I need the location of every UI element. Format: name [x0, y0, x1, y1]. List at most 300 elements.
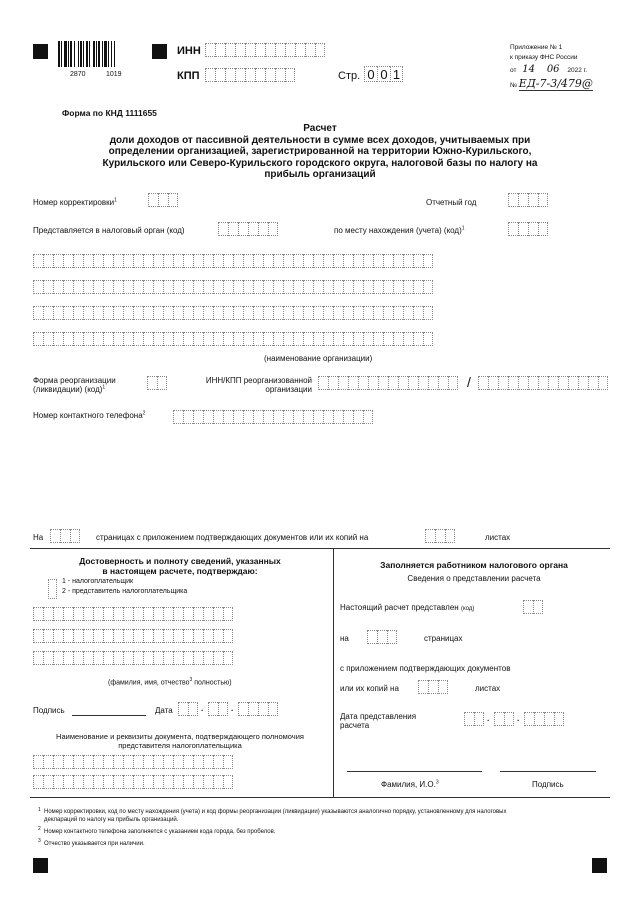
- char-cell[interactable]: [275, 43, 285, 57]
- char-cell[interactable]: [373, 332, 383, 346]
- phone-cells[interactable]: [173, 410, 373, 424]
- char-cell[interactable]: [193, 607, 203, 621]
- char-cell[interactable]: [353, 306, 363, 320]
- char-cell[interactable]: [163, 629, 173, 643]
- char-cell[interactable]: [373, 254, 383, 268]
- char-cell[interactable]: [43, 306, 53, 320]
- char-cell[interactable]: [103, 607, 113, 621]
- char-cell[interactable]: [63, 775, 73, 789]
- char-cell[interactable]: [313, 410, 323, 424]
- char-cell[interactable]: [548, 376, 558, 390]
- char-cell[interactable]: [253, 280, 263, 294]
- char-cell[interactable]: [533, 600, 543, 614]
- char-cell[interactable]: [253, 410, 263, 424]
- char-cell[interactable]: [534, 712, 544, 726]
- char-cell[interactable]: [213, 254, 223, 268]
- char-cell[interactable]: [73, 280, 83, 294]
- char-cell[interactable]: [157, 376, 167, 390]
- reorg-kpp-cells[interactable]: [478, 376, 608, 390]
- char-cell[interactable]: [504, 712, 514, 726]
- char-cell[interactable]: [438, 680, 448, 694]
- char-cell[interactable]: [313, 280, 323, 294]
- sheets-cells[interactable]: [425, 529, 455, 543]
- char-cell[interactable]: [263, 254, 273, 268]
- char-cell[interactable]: [213, 607, 223, 621]
- char-cell[interactable]: [193, 651, 203, 665]
- char-cell[interactable]: [223, 254, 233, 268]
- char-cell[interactable]: [143, 607, 153, 621]
- char-cell[interactable]: [123, 755, 133, 769]
- char-cell[interactable]: [153, 254, 163, 268]
- char-cell[interactable]: [203, 629, 213, 643]
- char-cell[interactable]: [123, 629, 133, 643]
- char-cell[interactable]: [183, 254, 193, 268]
- char-cell[interactable]: [538, 193, 548, 207]
- char-cell[interactable]: [73, 755, 83, 769]
- char-cell[interactable]: [363, 254, 373, 268]
- char-cell[interactable]: [418, 376, 428, 390]
- char-cell[interactable]: [173, 651, 183, 665]
- char-cell[interactable]: [568, 376, 578, 390]
- char-cell[interactable]: [73, 651, 83, 665]
- char-cell[interactable]: [113, 607, 123, 621]
- char-cell[interactable]: [478, 376, 488, 390]
- char-cell[interactable]: [63, 332, 73, 346]
- char-cell[interactable]: [255, 68, 265, 82]
- char-cell[interactable]: [223, 775, 233, 789]
- char-cell[interactable]: [223, 755, 233, 769]
- char-cell[interactable]: [403, 280, 413, 294]
- char-cell[interactable]: [168, 193, 178, 207]
- reorg-form-cells[interactable]: [147, 376, 167, 390]
- char-cell[interactable]: [83, 651, 93, 665]
- char-cell[interactable]: [598, 376, 608, 390]
- char-cell[interactable]: [153, 607, 163, 621]
- char-cell[interactable]: [133, 254, 143, 268]
- char-cell[interactable]: [233, 280, 243, 294]
- char-cell[interactable]: [143, 306, 153, 320]
- right-pages-cells[interactable]: [367, 630, 397, 644]
- char-cell[interactable]: [383, 332, 393, 346]
- left-date-day[interactable]: [178, 702, 198, 716]
- signer-type-box[interactable]: [48, 579, 57, 599]
- presented-code-cells[interactable]: [523, 600, 543, 614]
- char-cell[interactable]: [243, 280, 253, 294]
- char-cell[interactable]: [333, 254, 343, 268]
- char-cell[interactable]: [238, 702, 248, 716]
- char-cell[interactable]: [538, 222, 548, 236]
- char-cell[interactable]: [163, 306, 173, 320]
- char-cell[interactable]: [183, 755, 193, 769]
- char-cell[interactable]: [103, 306, 113, 320]
- char-cell[interactable]: [393, 280, 403, 294]
- char-cell[interactable]: [313, 332, 323, 346]
- char-cell[interactable]: [33, 254, 43, 268]
- char-cell[interactable]: [143, 755, 153, 769]
- char-cell[interactable]: [173, 629, 183, 643]
- char-cell[interactable]: [103, 332, 113, 346]
- char-cell[interactable]: [318, 376, 328, 390]
- char-cell[interactable]: [93, 755, 103, 769]
- char-cell[interactable]: [313, 254, 323, 268]
- char-cell[interactable]: [295, 43, 305, 57]
- char-cell[interactable]: [113, 332, 123, 346]
- left-date-month[interactable]: [208, 702, 228, 716]
- char-cell[interactable]: [63, 755, 73, 769]
- pages-cells[interactable]: [50, 529, 80, 543]
- char-cell[interactable]: [233, 332, 243, 346]
- char-cell[interactable]: [528, 193, 538, 207]
- char-cell[interactable]: [33, 755, 43, 769]
- char-cell[interactable]: [73, 607, 83, 621]
- char-cell[interactable]: [33, 651, 43, 665]
- char-cell[interactable]: [113, 306, 123, 320]
- char-cell[interactable]: [93, 629, 103, 643]
- char-cell[interactable]: [363, 280, 373, 294]
- char-cell[interactable]: [333, 410, 343, 424]
- grid-row[interactable]: [33, 775, 233, 789]
- char-cell[interactable]: [393, 254, 403, 268]
- char-cell[interactable]: [143, 332, 153, 346]
- char-cell[interactable]: [425, 529, 435, 543]
- char-cell[interactable]: [448, 376, 458, 390]
- char-cell[interactable]: [377, 630, 387, 644]
- char-cell[interactable]: [43, 775, 53, 789]
- char-cell[interactable]: [83, 629, 93, 643]
- char-cell[interactable]: [518, 376, 528, 390]
- char-cell[interactable]: [233, 306, 243, 320]
- char-cell[interactable]: [43, 629, 53, 643]
- char-cell[interactable]: [70, 529, 80, 543]
- char-cell[interactable]: [73, 629, 83, 643]
- char-cell[interactable]: [63, 254, 73, 268]
- grid-row[interactable]: [33, 280, 433, 294]
- char-cell[interactable]: [367, 630, 377, 644]
- char-cell[interactable]: [544, 712, 554, 726]
- char-cell[interactable]: [163, 775, 173, 789]
- char-cell[interactable]: [203, 755, 213, 769]
- char-cell[interactable]: [388, 376, 398, 390]
- char-cell[interactable]: [93, 607, 103, 621]
- char-cell[interactable]: [147, 376, 157, 390]
- char-cell[interactable]: [238, 222, 248, 236]
- char-cell[interactable]: [183, 410, 193, 424]
- char-cell[interactable]: [524, 712, 534, 726]
- char-cell[interactable]: [193, 775, 203, 789]
- char-cell[interactable]: [398, 376, 408, 390]
- char-cell[interactable]: [223, 280, 233, 294]
- char-cell[interactable]: [103, 651, 113, 665]
- char-cell[interactable]: [528, 376, 538, 390]
- char-cell[interactable]: [183, 629, 193, 643]
- char-cell[interactable]: [123, 280, 133, 294]
- char-cell[interactable]: [225, 43, 235, 57]
- char-cell[interactable]: [153, 775, 163, 789]
- char-cell[interactable]: [83, 607, 93, 621]
- char-cell[interactable]: [113, 280, 123, 294]
- char-cell[interactable]: [153, 755, 163, 769]
- char-cell[interactable]: [245, 43, 255, 57]
- char-cell[interactable]: [333, 280, 343, 294]
- char-cell[interactable]: [265, 68, 275, 82]
- char-cell[interactable]: [428, 680, 438, 694]
- char-cell[interactable]: [538, 376, 548, 390]
- char-cell[interactable]: [173, 306, 183, 320]
- char-cell[interactable]: [153, 629, 163, 643]
- char-cell[interactable]: [313, 306, 323, 320]
- char-cell[interactable]: [303, 332, 313, 346]
- char-cell[interactable]: [558, 376, 568, 390]
- char-cell[interactable]: [283, 280, 293, 294]
- char-cell[interactable]: [123, 306, 133, 320]
- char-cell[interactable]: [293, 332, 303, 346]
- char-cell[interactable]: [113, 651, 123, 665]
- char-cell[interactable]: [50, 529, 60, 543]
- char-cell[interactable]: [53, 775, 63, 789]
- char-cell[interactable]: [508, 376, 518, 390]
- char-cell[interactable]: [33, 280, 43, 294]
- char-cell[interactable]: [387, 630, 397, 644]
- char-cell[interactable]: [523, 600, 533, 614]
- char-cell[interactable]: [323, 254, 333, 268]
- char-cell[interactable]: [213, 629, 223, 643]
- char-cell[interactable]: [208, 702, 218, 716]
- char-cell[interactable]: [123, 607, 133, 621]
- representative-document-grid[interactable]: [33, 755, 233, 795]
- char-cell[interactable]: [113, 629, 123, 643]
- char-cell[interactable]: [378, 376, 388, 390]
- char-cell[interactable]: [223, 410, 233, 424]
- char-cell[interactable]: [518, 222, 528, 236]
- char-cell[interactable]: [143, 254, 153, 268]
- char-cell[interactable]: [263, 306, 273, 320]
- char-cell[interactable]: [60, 529, 70, 543]
- char-cell[interactable]: [173, 607, 183, 621]
- char-cell[interactable]: [183, 332, 193, 346]
- char-cell[interactable]: [178, 702, 188, 716]
- char-cell[interactable]: [303, 410, 313, 424]
- char-cell[interactable]: [423, 306, 433, 320]
- char-cell[interactable]: [33, 306, 43, 320]
- char-cell[interactable]: [275, 68, 285, 82]
- char-cell[interactable]: [33, 332, 43, 346]
- char-cell[interactable]: [63, 629, 73, 643]
- char-cell[interactable]: [333, 332, 343, 346]
- char-cell[interactable]: [193, 332, 203, 346]
- char-cell[interactable]: [103, 254, 113, 268]
- char-cell[interactable]: [233, 410, 243, 424]
- char-cell[interactable]: [258, 222, 268, 236]
- char-cell[interactable]: [173, 332, 183, 346]
- char-cell[interactable]: [73, 254, 83, 268]
- char-cell[interactable]: [283, 254, 293, 268]
- left-date-year[interactable]: [238, 702, 278, 716]
- char-cell[interactable]: [193, 629, 203, 643]
- char-cell[interactable]: [213, 651, 223, 665]
- char-cell[interactable]: [83, 254, 93, 268]
- char-cell[interactable]: [93, 306, 103, 320]
- char-cell[interactable]: [383, 254, 393, 268]
- char-cell[interactable]: [53, 629, 63, 643]
- char-cell[interactable]: [353, 332, 363, 346]
- char-cell[interactable]: [303, 254, 313, 268]
- char-cell[interactable]: [353, 254, 363, 268]
- char-cell[interactable]: [203, 254, 213, 268]
- char-cell[interactable]: [133, 775, 143, 789]
- char-cell[interactable]: [93, 254, 103, 268]
- char-cell[interactable]: [163, 332, 173, 346]
- char-cell[interactable]: [183, 280, 193, 294]
- char-cell[interactable]: [283, 306, 293, 320]
- char-cell[interactable]: [83, 280, 93, 294]
- char-cell[interactable]: [445, 529, 455, 543]
- char-cell[interactable]: [253, 254, 263, 268]
- char-cell[interactable]: [353, 280, 363, 294]
- char-cell[interactable]: [53, 306, 63, 320]
- char-cell[interactable]: [193, 254, 203, 268]
- char-cell[interactable]: [33, 607, 43, 621]
- char-cell[interactable]: [148, 193, 158, 207]
- char-cell[interactable]: [528, 222, 538, 236]
- char-cell[interactable]: [338, 376, 348, 390]
- char-cell[interactable]: [63, 306, 73, 320]
- char-cell[interactable]: [303, 306, 313, 320]
- char-cell[interactable]: [293, 306, 303, 320]
- inn-cells[interactable]: [205, 43, 325, 57]
- char-cell[interactable]: [383, 306, 393, 320]
- char-cell[interactable]: [213, 306, 223, 320]
- char-cell[interactable]: [103, 280, 113, 294]
- char-cell[interactable]: [103, 629, 113, 643]
- char-cell[interactable]: [43, 280, 53, 294]
- organization-name-grid[interactable]: [33, 254, 433, 358]
- char-cell[interactable]: [173, 775, 183, 789]
- char-cell[interactable]: [113, 775, 123, 789]
- left-sign-line[interactable]: [72, 715, 146, 716]
- char-cell[interactable]: [373, 280, 383, 294]
- char-cell[interactable]: [343, 254, 353, 268]
- char-cell[interactable]: [53, 607, 63, 621]
- char-cell[interactable]: [273, 254, 283, 268]
- char-cell[interactable]: [438, 376, 448, 390]
- char-cell[interactable]: [273, 306, 283, 320]
- char-cell[interactable]: [53, 755, 63, 769]
- char-cell[interactable]: [323, 280, 333, 294]
- char-cell[interactable]: [203, 306, 213, 320]
- char-cell[interactable]: [403, 254, 413, 268]
- tax-authority-cells[interactable]: [218, 222, 278, 236]
- char-cell[interactable]: [113, 755, 123, 769]
- char-cell[interactable]: [63, 651, 73, 665]
- char-cell[interactable]: [193, 280, 203, 294]
- char-cell[interactable]: [163, 607, 173, 621]
- char-cell[interactable]: [173, 280, 183, 294]
- char-cell[interactable]: [133, 651, 143, 665]
- char-cell[interactable]: [348, 376, 358, 390]
- char-cell[interactable]: [243, 410, 253, 424]
- char-cell[interactable]: [578, 376, 588, 390]
- kpp-cells[interactable]: [205, 68, 295, 82]
- char-cell[interactable]: [43, 332, 53, 346]
- grid-row[interactable]: [33, 254, 433, 268]
- char-cell[interactable]: [203, 607, 213, 621]
- char-cell[interactable]: [403, 306, 413, 320]
- char-cell[interactable]: [163, 755, 173, 769]
- char-cell[interactable]: [435, 529, 445, 543]
- grid-row[interactable]: [33, 755, 233, 769]
- char-cell[interactable]: [293, 410, 303, 424]
- right-date-month[interactable]: [494, 712, 514, 726]
- char-cell[interactable]: [508, 193, 518, 207]
- char-cell[interactable]: [173, 755, 183, 769]
- char-cell[interactable]: [205, 43, 215, 57]
- char-cell[interactable]: [133, 280, 143, 294]
- char-cell[interactable]: [73, 775, 83, 789]
- char-cell[interactable]: [203, 651, 213, 665]
- char-cell[interactable]: [343, 306, 353, 320]
- char-cell[interactable]: [213, 332, 223, 346]
- char-cell[interactable]: [43, 607, 53, 621]
- char-cell[interactable]: [343, 410, 353, 424]
- char-cell[interactable]: [258, 702, 268, 716]
- char-cell[interactable]: [235, 68, 245, 82]
- char-cell[interactable]: [183, 306, 193, 320]
- char-cell[interactable]: [153, 651, 163, 665]
- char-cell[interactable]: [33, 775, 43, 789]
- char-cell[interactable]: [143, 629, 153, 643]
- char-cell[interactable]: [273, 332, 283, 346]
- char-cell[interactable]: [323, 332, 333, 346]
- char-cell[interactable]: [474, 712, 484, 726]
- char-cell[interactable]: [83, 775, 93, 789]
- char-cell[interactable]: [43, 755, 53, 769]
- char-cell[interactable]: [223, 629, 233, 643]
- grid-row[interactable]: [33, 607, 233, 621]
- char-cell[interactable]: [413, 254, 423, 268]
- grid-row[interactable]: [33, 332, 433, 346]
- char-cell[interactable]: [293, 280, 303, 294]
- char-cell[interactable]: [123, 332, 133, 346]
- char-cell[interactable]: [418, 680, 428, 694]
- char-cell[interactable]: [353, 410, 363, 424]
- char-cell[interactable]: [193, 755, 203, 769]
- char-cell[interactable]: [223, 607, 233, 621]
- char-cell[interactable]: [225, 68, 235, 82]
- char-cell[interactable]: [363, 410, 373, 424]
- char-cell[interactable]: [498, 376, 508, 390]
- grid-row[interactable]: [33, 651, 233, 665]
- char-cell[interactable]: [213, 410, 223, 424]
- char-cell[interactable]: [248, 702, 258, 716]
- char-cell[interactable]: [153, 280, 163, 294]
- char-cell[interactable]: [273, 410, 283, 424]
- char-cell[interactable]: [423, 280, 433, 294]
- char-cell[interactable]: [218, 222, 228, 236]
- char-cell[interactable]: [218, 702, 228, 716]
- char-cell[interactable]: [53, 332, 63, 346]
- char-cell[interactable]: [203, 775, 213, 789]
- char-cell[interactable]: [215, 68, 225, 82]
- right-date-year[interactable]: [524, 712, 564, 726]
- char-cell[interactable]: [554, 712, 564, 726]
- char-cell[interactable]: [158, 193, 168, 207]
- char-cell[interactable]: [103, 775, 113, 789]
- char-cell[interactable]: [223, 651, 233, 665]
- char-cell[interactable]: [363, 306, 373, 320]
- char-cell[interactable]: [133, 332, 143, 346]
- char-cell[interactable]: [183, 651, 193, 665]
- char-cell[interactable]: [63, 280, 73, 294]
